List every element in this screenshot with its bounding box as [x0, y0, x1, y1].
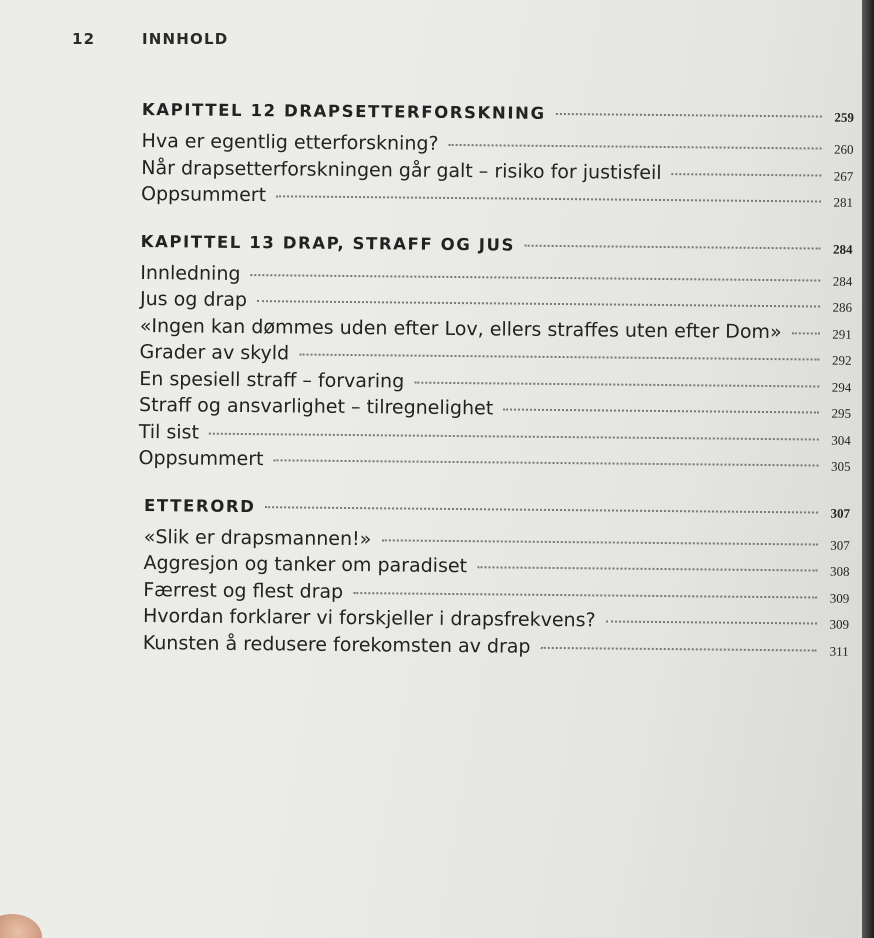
dot-leader	[353, 592, 817, 598]
toc-page-number: 286	[832, 299, 853, 315]
toc-heading-text: ETTERORD	[144, 495, 256, 516]
toc-page-number: 311	[829, 643, 849, 659]
dot-leader	[503, 408, 819, 413]
toc-page-number: 291	[832, 326, 852, 342]
dot-leader	[414, 381, 819, 387]
dot-leader	[525, 244, 821, 249]
page-edge-shadow	[862, 0, 874, 938]
toc-heading-text: KAPITTEL 13 DRAP, STRAFF OG JUS	[140, 231, 516, 255]
dot-leader	[672, 173, 822, 176]
toc-page-number: 307	[830, 537, 850, 553]
dot-leader	[541, 646, 817, 651]
toc-entry-text: Grader av skyld	[139, 340, 290, 365]
dot-leader	[274, 459, 819, 466]
toc-entry	[143, 632, 849, 665]
toc-entry-text: Når drapsetterforskningen går galt – risiko for justisfeil	[141, 156, 662, 184]
toc-page-number: 309	[829, 590, 850, 606]
toc-entry-text: Oppsummert	[140, 182, 267, 207]
toc-page-number: 294	[831, 379, 852, 395]
toc-entry-text: Oppsummert	[138, 446, 264, 471]
toc-section-chapter-12	[141, 100, 854, 216]
dot-leader	[250, 274, 820, 281]
toc-page-number: 304	[831, 432, 851, 448]
dot-leader	[606, 620, 817, 624]
page-number: 12	[72, 30, 96, 48]
toc-heading-text: KAPITTEL 12 DRAPSETTERFORSKNING	[141, 100, 546, 123]
dot-leader	[276, 195, 821, 202]
toc-page-number: 305	[830, 458, 851, 474]
table-of-contents	[136, 100, 854, 687]
toc-section-etterord	[143, 496, 851, 665]
toc-entry-text: En spesiell straff – forvaring	[139, 367, 405, 393]
running-head	[72, 30, 228, 48]
toc-entry-text: Kunsten å redusere forekomsten av drap	[142, 631, 531, 658]
toc-entry-text: Hvordan forklarer vi forskjeller i drapsfrekvens?	[142, 605, 596, 632]
toc-page-number: 308	[829, 563, 850, 579]
toc-entry-text: Færrest og flest drap	[143, 578, 344, 603]
dot-leader	[299, 354, 819, 361]
toc-page-number: 284	[832, 273, 853, 289]
toc-page-number: 259	[834, 109, 854, 125]
toc-entry-text: Straff og ansvarlighet – tilregnelighet	[138, 393, 494, 420]
toc-entry-text: Til sist	[138, 420, 200, 444]
toc-entry-text: «Slik er drapsmannen!»	[143, 525, 372, 550]
dot-leader	[792, 332, 820, 334]
toc-entry-text: Aggresjon og tanker om paradiset	[143, 552, 468, 578]
toc-entry-text: Hva er egentlig etterforskning?	[141, 129, 439, 155]
toc-page-number: 281	[833, 194, 854, 210]
toc-entry	[138, 447, 850, 480]
toc-page-number: 260	[833, 141, 854, 157]
toc-page-number: 309	[829, 616, 850, 632]
dot-leader	[381, 539, 817, 545]
toc-page-number: 295	[831, 405, 852, 421]
running-title: INNHOLD	[142, 30, 229, 48]
toc-entry-text: Jus og drap	[139, 287, 248, 312]
toc-page-number: 307	[830, 505, 851, 521]
toc-section-chapter-13	[138, 231, 852, 480]
dot-leader	[257, 300, 820, 307]
thumb	[0, 914, 42, 938]
dot-leader	[265, 506, 818, 513]
toc-page-number: 292	[831, 352, 852, 368]
toc-entry	[141, 183, 853, 216]
toc-page-number: 284	[833, 241, 853, 257]
toc-entry-text: Innledning	[140, 261, 241, 285]
dot-leader	[209, 432, 819, 440]
dot-leader	[556, 113, 822, 118]
dot-leader	[477, 566, 817, 571]
toc-entry-text: «Ingen kan dømmes uden efter Lov, ellers straffes uten efter Dom»	[139, 314, 782, 343]
toc-page-number: 267	[833, 168, 854, 184]
dot-leader	[449, 144, 822, 150]
